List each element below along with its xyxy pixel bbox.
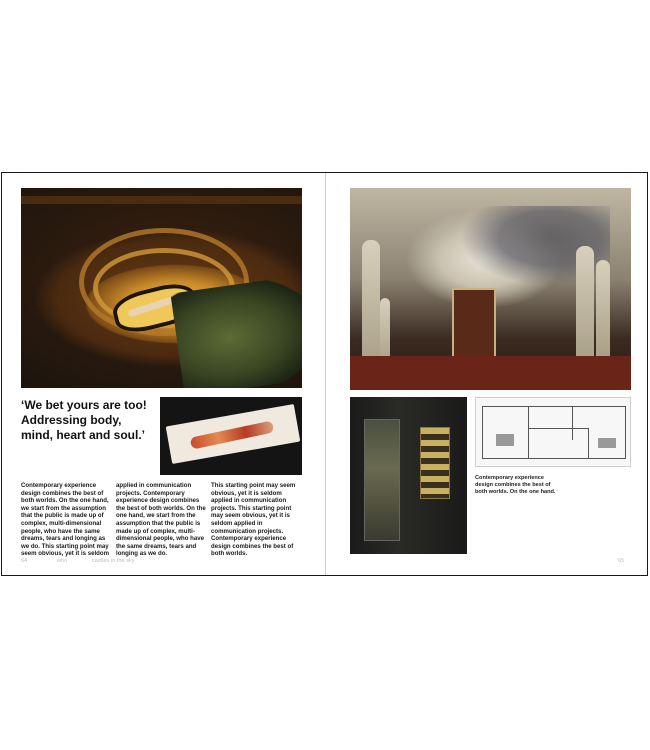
anatomical-theatre-photo — [21, 188, 302, 388]
footer-section: who — [57, 558, 68, 564]
body-text-column-2: applied in communication projects. Contemporary experience design combines the best of both worlds. On the one hand, we start from the assumption that the public is made up of complex, multi-dimensional people, who have the same dreams, tears and longing as we do. — [116, 482, 206, 558]
anatomical-model-photo — [160, 397, 302, 475]
pull-quote: ‘We bet yours are too! Addressing body, mind, heart and soul.’ — [21, 398, 147, 442]
plan-caption: Contemporary experience design combines the best of both worlds. On the one hand. — [475, 475, 556, 495]
book-gutter — [325, 173, 326, 575]
body-text-column-3: This starting point may seem obvious, yet it is seldom applied in communication projects. This starting point may seem obvious, yet it is seldom applied in communication projects. Contemporary experience design combines the best of both worlds. — [211, 482, 296, 558]
page-number-right: 65 — [618, 558, 625, 564]
display-cabinets-photo — [350, 397, 467, 554]
book-spread — [1, 172, 648, 576]
page-number-left: 64 — [21, 558, 28, 564]
body-text-column-1: Contemporary experience design combines the best of both worlds. On the one hand, we start from the assumption that the public is made up of complex, multi-dimensional people, who have the same dreams, tears and longing as we do. This starting point may seem obvious, yet it is seldom — [21, 482, 110, 558]
floor-plan-drawing — [475, 397, 631, 467]
footer-chapter: castles in the sky — [92, 558, 135, 564]
skeleton-gallery-photo — [350, 188, 631, 390]
